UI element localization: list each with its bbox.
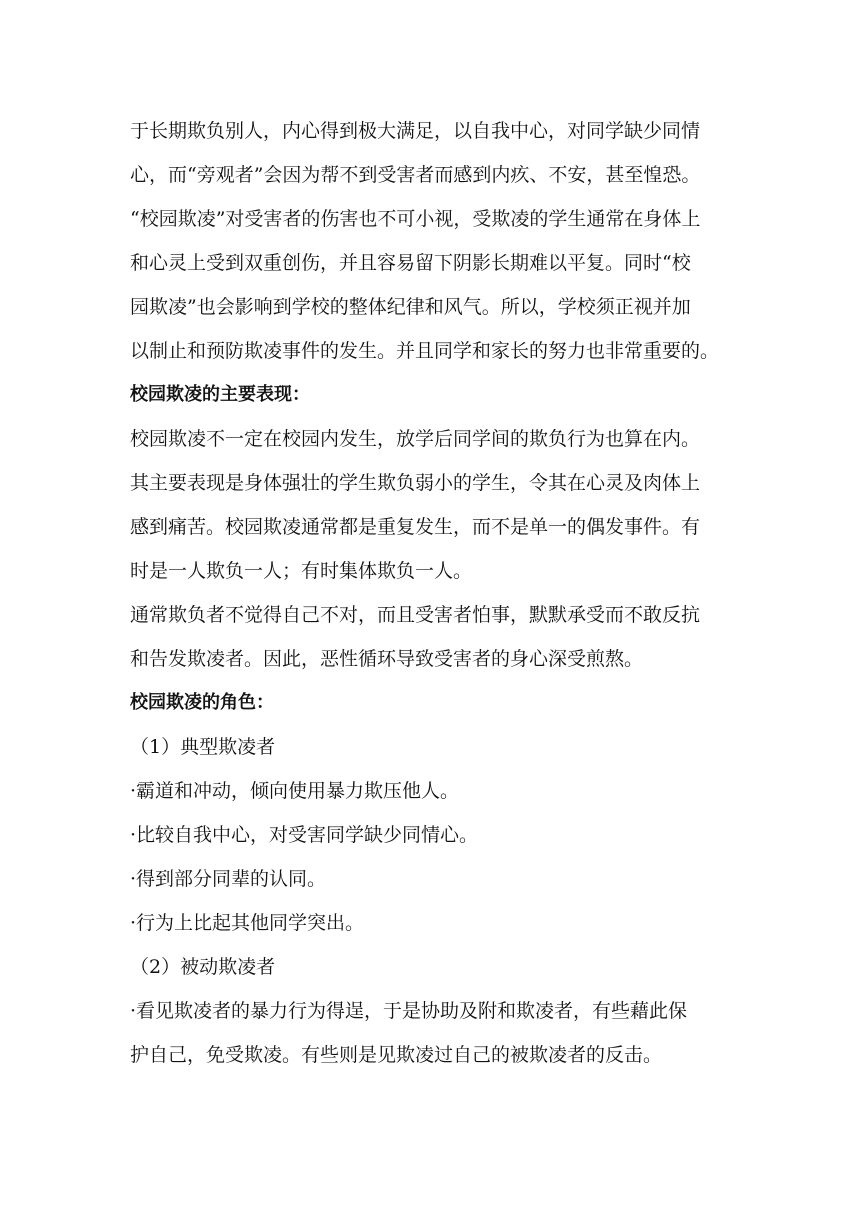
paragraph-line: 于长期欺负别人，内心得到极大满足，以自我中心，对同学缺少同情 bbox=[130, 120, 701, 142]
document-body bbox=[130, 109, 735, 1077]
paragraph-line: “校园欺凌”对受害者的伤害也不可小视，受欺凌的学生通常在身体上 bbox=[130, 208, 701, 230]
list-item: ·行为上比起其他同学突出。 bbox=[130, 912, 365, 934]
paragraph-line: 其主要表现是身体强壮的学生欺负弱小的学生，令其在心灵及肉体上 bbox=[130, 472, 701, 494]
paragraph-line: 心，而“旁观者”会因为帮不到受害者而感到内疚、不安，甚至惶恐。 bbox=[130, 164, 701, 186]
paragraph-line: 感到痛苦。校园欺凌通常都是重复发生，而不是单一的偶发事件。有 bbox=[130, 516, 701, 538]
paragraph-line: 和告发欺凌者。因此，恶性循环导致受害者的身心深受煎熬。 bbox=[130, 648, 644, 670]
list-item: ·比较自我中心，对受害同学缺少同情心。 bbox=[130, 824, 479, 846]
paragraph-line: 护自己，免受欺凌。有些则是见欺凌过自己的被欺凌者的反击。 bbox=[130, 1044, 663, 1066]
section-heading-roles: 校园欺凌的角色： bbox=[130, 692, 274, 713]
role-title-typical-bully: （1）典型欺凌者 bbox=[130, 736, 276, 758]
paragraph-line: 园欺凌”也会影响到学校的整体纪律和风气。所以，学校须正视并加 bbox=[130, 296, 691, 318]
paragraph-line: 以制止和预防欺凌事件的发生。并且同学和家长的努力也非常重要的。 bbox=[130, 340, 720, 362]
list-item: ·看见欺凌者的暴力行为得逞，于是协助及附和欺凌者，有些藉此保 bbox=[130, 1000, 688, 1022]
paragraph-line: 和心灵上受到双重创伤，并且容易留下阴影长期难以平复。同时“校 bbox=[130, 252, 691, 274]
list-item: ·霸道和冲动，倾向使用暴力欺压他人。 bbox=[130, 780, 460, 802]
list-item: ·得到部分同辈的认同。 bbox=[130, 868, 327, 890]
role-title-passive-bully: （2）被动欺凌者 bbox=[130, 956, 276, 978]
paragraph-line: 时是一人欺负一人；有时集体欺负一人。 bbox=[130, 560, 473, 582]
paragraph-line: 通常欺负者不觉得自己不对，而且受害者怕事，默默承受而不敢反抗 bbox=[130, 604, 701, 626]
section-heading-manifestations: 校园欺凌的主要表现： bbox=[130, 384, 310, 405]
paragraph-line: 校园欺凌不一定在校园内发生，放学后同学间的欺负行为也算在内。 bbox=[130, 428, 701, 450]
